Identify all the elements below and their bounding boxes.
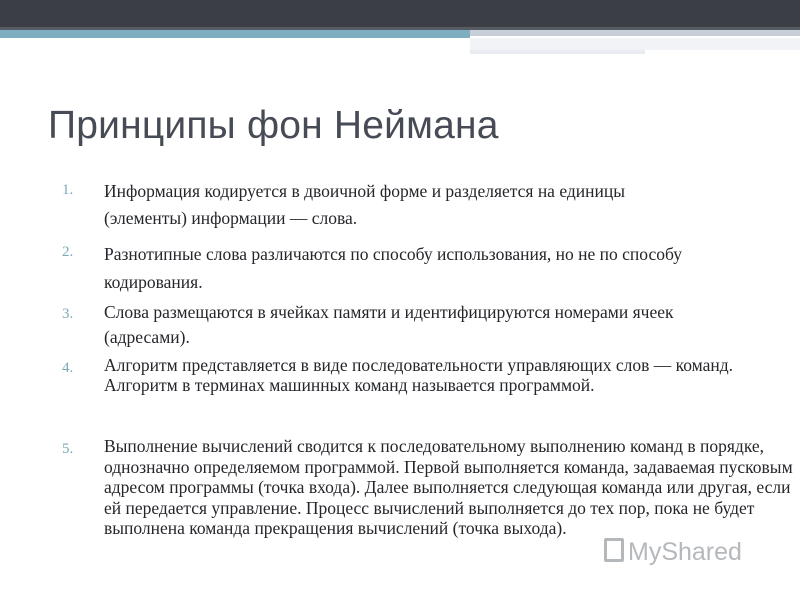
- item-number: 1.: [62, 182, 74, 198]
- item-number: 3.: [62, 306, 74, 322]
- presentation-icon: [604, 538, 624, 562]
- item-number: 4.: [62, 360, 74, 376]
- watermark: [604, 538, 742, 567]
- watermark-text: MyShared: [628, 538, 742, 566]
- item-text: Слова размещаются в ячейках памяти и идентифицируются номерами ячеек (адресами).: [104, 302, 674, 347]
- item-text: Разнотипные слова различаются по способу использования, но не по способу кодирования.: [104, 244, 682, 292]
- item-text: Выполнение вычислений сводится к последовательному выполнению команд в порядке, однозначно определяемом программой. Первой выполняется команда, задаваемая пусковым адресом программы (точка входа). Далее выполняется следующая команда или другая, если ей передается управление. Процесс вычислений выполняется до тех пор, пока не будет выполнена команда прекращения вычислений (точка выхода).: [104, 436, 793, 538]
- slide-title: Принципы фон Неймана: [48, 104, 499, 147]
- item-number: 2.: [62, 244, 74, 260]
- item-text: Алгоритм представляется в виде последовательности управляющих слов — команд. Алгоритм в терминах машинных команд называется программой.: [104, 355, 734, 395]
- item-text: Информация кодируется в двоичной форме и разделяется на единицы (элементы) информации — слова.: [104, 181, 625, 228]
- item-number: 5.: [62, 441, 74, 457]
